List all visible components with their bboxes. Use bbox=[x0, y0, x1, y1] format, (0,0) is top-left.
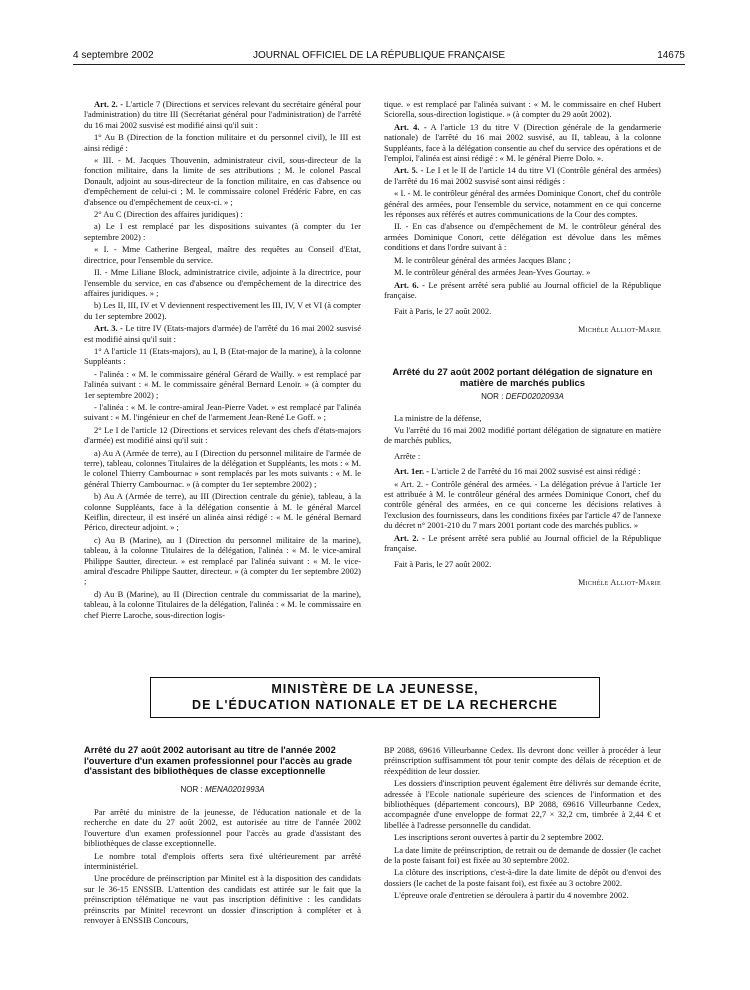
article-label: Art. 1er. - bbox=[394, 466, 430, 477]
article-text: Le titre IV (Etats-majors d'armée) de l'arrêté du 16 mai 2002 susvisé est modifié ainsi qu'il suit : bbox=[84, 323, 361, 344]
article-6 bbox=[384, 280, 661, 301]
paragraph: « III. - M. Jacques Thouvenin, administrateur civil, sous-directeur de la fonction militaire, dans la limite de ses attributions ; M. le colonel Pascal Donault, adjoint au sous-directeur de la fonction militaire, en cas d'absence ou d'empêchement de celui-ci ; M. le commissaire colonel Frédéric Fabre, en cas d'absence ou d'empêchement de ceux-ci. » ; bbox=[84, 155, 361, 207]
article-5 bbox=[384, 165, 661, 186]
article-label: Art. 4. - bbox=[394, 121, 427, 132]
decree-title: Arrêté du 27 août 2002 autorisant au titre de l'année 2002 l'ouverture d'un examen professionnel pour l'accès au grade d'assistant des bibliothèques de classe exceptionnelle bbox=[84, 745, 353, 776]
paragraph: Vu l'arrêté du 16 mai 2002 modifié portant délégation de signature en matière de marchés publics, bbox=[384, 424, 661, 446]
column-left-top bbox=[84, 99, 361, 622]
article-text: Le présent arrêté sera publié au Journal officiel de la République française. bbox=[384, 279, 662, 300]
paragraph: L'épreuve orale d'entretien se déroulera à partir du 4 novembre 2002. bbox=[394, 890, 629, 901]
column-right-bottom bbox=[384, 745, 661, 903]
column-right-top bbox=[384, 99, 661, 588]
paragraph: Par arrêté du ministre de la jeunesse, de l'éducation nationale et de la recherche en date du 27 août 2002, est autorisée au titre de l'année 2002 l'ouverture d'un examen professionnel pour l'accès au grade d'assistant des bibliothèques de classe exceptionnelle. bbox=[84, 806, 361, 849]
nor-code: DEFD0202093A bbox=[505, 392, 564, 402]
paragraph: « Art. 2. - Contrôle général des armées. - La délégation prévue à l'article 1er est attribuée à M. le contrôleur général des armées Dominique Conort, chef du contrôle général des armées, en ce qui concerne les décisions relatives à l'exclusion des fournisseurs, dans les conditions fixées par l'article 47 de l'annexe du décret n° 2001-210 du 7 mars 2001 portant code des marchés publics. » bbox=[384, 478, 661, 531]
paragraph: La ministre de la défense, bbox=[394, 412, 482, 423]
paragraph: 2° Au C (Direction des affaires juridiques) : bbox=[94, 209, 243, 220]
paragraph: Le nombre total d'emplois offerts sera fixé ultérieurement par arrêté interministériel. bbox=[84, 850, 361, 871]
signature-date: Fait à Paris, le 27 août 2002. bbox=[394, 306, 492, 317]
article-1 bbox=[384, 466, 661, 476]
paragraph: - l'alinéa : « M. le contre-amiral Jean-Pierre Vadet. » est remplacé par l'alinéa suivant : « M. l'ingénieur en chef de l'armement Jean-René Le Goff. » ; bbox=[84, 401, 361, 423]
article-label: Art. 2. - bbox=[94, 99, 124, 109]
article-text: A l'article 13 du titre V (Direction générale de la gendarmerie nationale) de l'arrêté du 16 mai 2002 susvisé, au II, tableau, à la colonne Suppléants, face à la délégation consentie au chef du service des opérations et de l'emploi, l'alinéa est ainsi rédigé : « M. le général Pierre Dolo. ». bbox=[384, 121, 662, 164]
paragraph: a) Le I est remplacé par les dispositions suivantes (à compter du 1er septembre 2002) : bbox=[84, 221, 361, 242]
paragraph: « I. - M. le contrôleur général des armées Dominique Conort, chef du contrôle général des armées, pour l'ensemble du service, notamment en ce qui concerne les réponses aux référés et autres communications de la Cour des comptes. bbox=[384, 188, 661, 220]
signature: Michèle Alliot-Marie bbox=[578, 577, 661, 587]
paragraph: Une procédure de préinscription par Minitel est à la disposition des candidats sur le 36-15 ENSSIB. L'attention des candidats est attirée sur le fait que la préinscription télématique ne vaut pas inscription définitive : les candidats préinscrits par Minitel recevront un dossier d'inscription à compléter et à renvoyer à ENSSIB Concours, bbox=[84, 873, 361, 925]
paragraph: 1° A l'article 11 (Etats-majors), au I, B (Etat-major de la marine), à la colonne Suppléants : bbox=[84, 345, 361, 367]
article-label: Art. 5. - bbox=[394, 165, 424, 176]
article-text: L'article 7 (Directions et services relevant du secrétaire général pour l'administration) du titre III (Secrétariat général pour l'administration) de l'arrêté du 16 mai 2002 susvisé est modifié ainsi qu'il suit : bbox=[84, 99, 361, 130]
paragraph: c) Au B (Marine), au I (Direction du personnel militaire de la marine), tableau, à la colonne Titulaires de la délégation, l'alinéa : « M. le vice-amiral Philippe Sautter, directeur. » est remplacé par l'alinéa suivant : « M. le vice-amiral d'escadre Philippe Sautter, directeur. » (à compter du 1er septembre 2002) ; bbox=[84, 534, 361, 587]
paragraph: La date limite de préinscription, de retrait ou de demande de dossier (le cachet de la poste faisant foi) est fixée au 30 septembre 2002. bbox=[384, 844, 661, 866]
header-page-number: 14675 bbox=[657, 50, 685, 61]
nor-code: MENA0201993A bbox=[204, 784, 265, 794]
paragraph: tique. » est remplacé par l'alinéa suivant : « M. le commissaire en chef Hubert Sciorella, sous-direction logistique. » (à compter du 29 août 2002). bbox=[384, 99, 661, 120]
paragraph: Les dossiers d'inscription peuvent également être délivrés sur demande écrite, adressée à l'Ecole nationale supérieure des sciences de l'information et des bibliothèques (département concours), BP 2088, 69616 Villeurbanne Cedex, accompagnée d'une enveloppe de format 22,7 × 32,2 cm, timbrée à 2,44 € et libellée à l'adresse personnelle du candidat. bbox=[384, 778, 661, 830]
paragraph: Arrête : bbox=[394, 450, 421, 461]
ministry-line-2: DE L'ÉDUCATION NATIONALE ET DE LA RECHERCHE bbox=[192, 698, 558, 712]
paragraph: b) Au A (Armée de terre), au III (Direction centrale du génie), tableau, à la colonne Suppléants, face à la délégation consentie à M. le général Marcel Keiflin, directeur, il est inséré un alinéa ainsi rédigé : « M. le général Bernard Périco, directeur adjoint. » ; bbox=[84, 491, 361, 533]
article-label: Art. 3. - bbox=[94, 323, 123, 334]
paragraph: Les inscriptions seront ouvertes à partir du 2 septembre 2002. bbox=[394, 832, 604, 843]
paragraph: « I. - Mme Catherine Bergeal, maître des requêtes au Conseil d'Etat, directrice, pour l'ensemble du service. bbox=[84, 244, 361, 265]
nor-prefix: NOR : bbox=[481, 392, 504, 402]
article-text: Le présent arrêté sera publié au Journal officiel de la République française. bbox=[384, 532, 662, 553]
paragraph: La clôture des inscriptions, c'est-à-dire la date limite de dépôt ou d'envoi des dossiers (le cachet de la poste faisant foi), est fixée au 3 octobre 2002. bbox=[384, 867, 661, 888]
paragraph: 2° Le I de l'article 12 (Directions et services relevant des chefs d'états-majors d'armée) est modifié ainsi qu'il suit : bbox=[84, 424, 361, 446]
decree-title: Arrêté du 27 août 2002 portant délégation de signature en matière de marchés publics bbox=[392, 367, 653, 390]
article-4 bbox=[384, 122, 661, 164]
paragraph: II. - En cas d'absence ou d'empêchement de M. le contrôleur général des armées Dominique Conort, cette délégation est dévolue dans les mêmes conditions et dans l'ordre suivant à : bbox=[384, 221, 661, 253]
signature-date: Fait à Paris, le 27 août 2002. bbox=[394, 559, 492, 570]
article-3 bbox=[84, 323, 361, 344]
header-journal-title: JOURNAL OFFICIEL DE LA RÉPUBLIQUE FRANÇAISE bbox=[252, 50, 506, 61]
ministry-line-1: MINISTÈRE DE LA JEUNESSE, bbox=[271, 682, 479, 696]
article-text: Le I et le II de l'article 14 du titre VI (Contrôle général des armées) de l'arrêté du 16 mai 2002 susvisé sont ainsi rédigés : bbox=[384, 165, 662, 186]
nor-reference bbox=[84, 785, 361, 795]
paragraph: II. - Mme Liliane Block, administratrice civile, adjointe à la directrice, pour l'ensemble du service, en cas d'absence ou d'empêchement de la directrice des affaires juridiques. » ; bbox=[84, 267, 361, 298]
article-label: Art. 2. - bbox=[394, 532, 425, 543]
paragraph: M. le contrôleur général des armées Jean-Yves Gourtay. » bbox=[394, 267, 591, 278]
nor-reference bbox=[384, 392, 661, 402]
column-left-bottom bbox=[84, 745, 361, 927]
ministry-heading-box bbox=[150, 677, 600, 718]
article-label: Art. 6. - bbox=[394, 279, 425, 290]
paragraph: d) Au B (Marine), au II (Direction centrale du commissariat de la marine), tableau, à la colonne Titulaires de la délégation, l'alinéa : « M. le commissaire en chef Pierre Laroche, sous-direction logis- bbox=[84, 588, 361, 620]
paragraph: a) Au A (Armée de terre), au I (Direction du personnel militaire de l'armée de terre), tableau, colonnes Titulaires de la délégation et Suppléants, les mots : « M. le colonel Thierry Cambournac » sont remplacés par les mots suivants : « M. le général Thierry Cambournac. » (à compter du 1er septembre 2002) ; bbox=[84, 447, 361, 489]
article-text: L'article 2 de l'arrêté du 16 mai 2002 susvisé est ainsi rédigé : bbox=[431, 466, 641, 477]
header-date: 4 septembre 2002 bbox=[73, 50, 154, 61]
paragraph: - l'alinéa : « M. le commissaire général Gérard de Wailly. » est remplacé par l'alinéa suivant : « M. le commissaire général Bernard Lenoir. » (à compter du 1er septembre 2002) ; bbox=[84, 368, 361, 400]
article-2b bbox=[384, 533, 661, 554]
paragraph: 1° Au B (Direction de la fonction militaire et du personnel civil), le III est ainsi rédigé : bbox=[84, 132, 361, 153]
paragraph: M. le contrôleur général des armées Jacques Blanc ; bbox=[394, 254, 571, 265]
paragraph: BP 2088, 69616 Villeurbanne Cedex. Ils devront donc veiller à procéder à leur préinscription suffisamment tôt pour tenir compte des délais de réception et de réexpédition de leur dossier. bbox=[384, 745, 661, 776]
paragraph: b) Les II, III, IV et V deviennent respectivement les III, IV, V et VI (à compter du 1er septembre 2002). bbox=[84, 300, 361, 321]
header-rule bbox=[73, 64, 685, 65]
article-2 bbox=[84, 99, 361, 130]
signature: Michèle Alliot-Marie bbox=[578, 324, 661, 334]
nor-prefix: NOR : bbox=[180, 784, 203, 794]
